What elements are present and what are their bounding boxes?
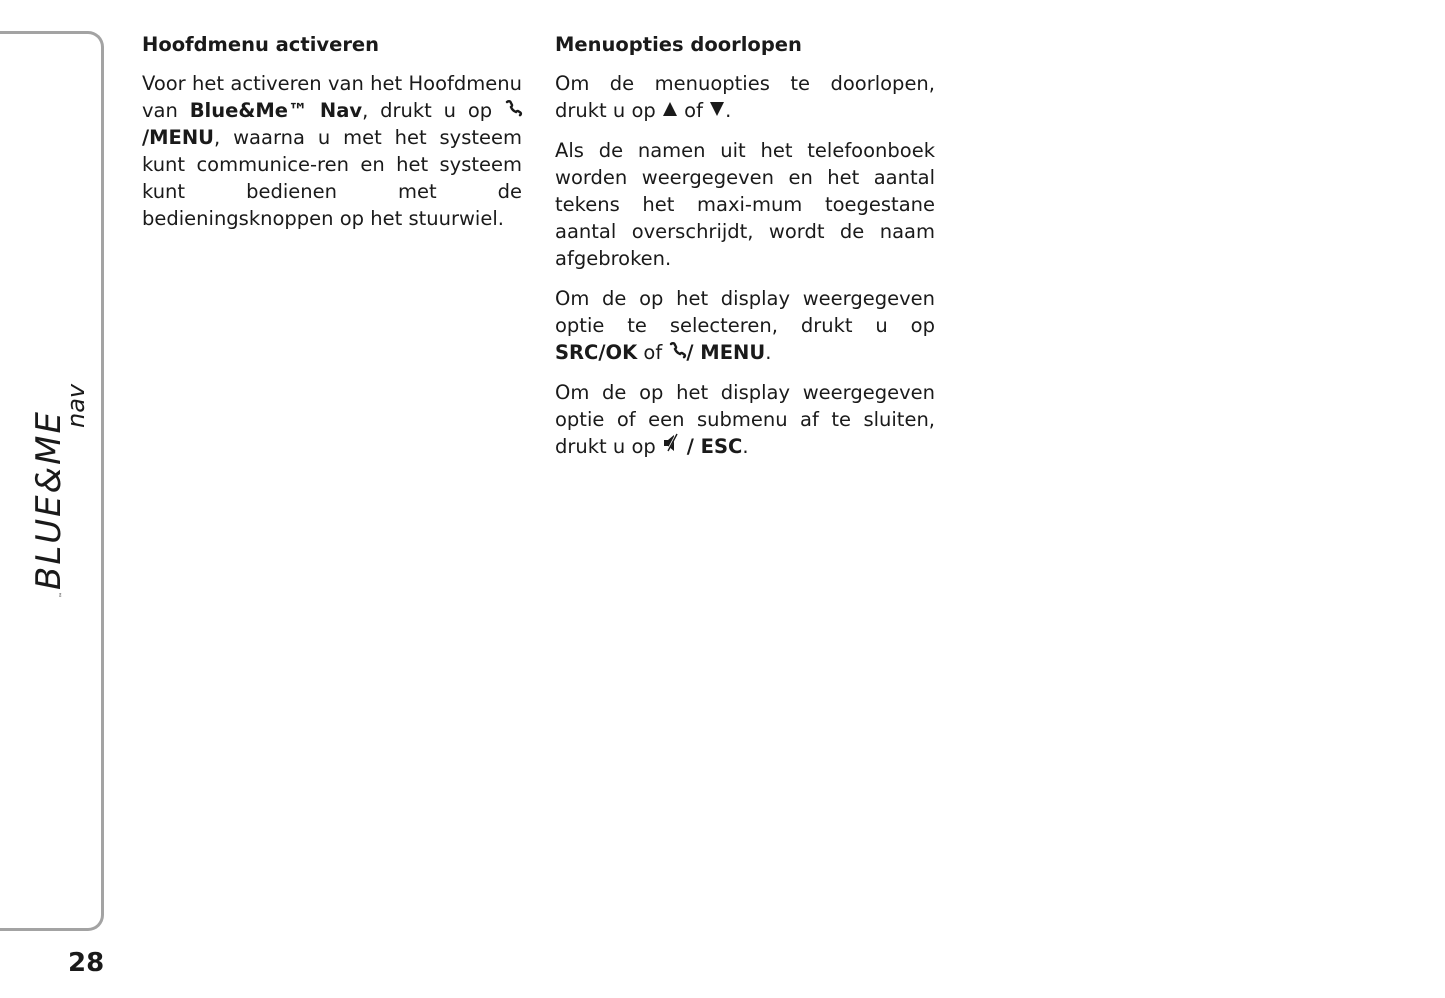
paragraph-activate-menu	[142, 70, 522, 232]
src-ok-key: SRC/OK	[555, 341, 638, 364]
text: Om de menuopties te doorlopen, drukt u op	[555, 72, 935, 122]
text: .	[725, 99, 732, 122]
section-heading-main-menu: Hoofdmenu activeren	[142, 33, 380, 56]
paragraph-browse	[555, 70, 935, 124]
phone-icon	[668, 341, 686, 359]
text: Om de op het display weergegeven optie of een submenu af te sluiten, drukt u op	[555, 381, 935, 458]
paragraph-select	[555, 285, 935, 366]
text: Om de op het display weergegeven optie te selecteren, drukt u op	[555, 287, 935, 337]
text: Als de namen uit het telefoonboek worden weergegeven en het aantal tekens het maxi-mum toegestane aantal overschrijdt, wordt de naam afgebroken.	[555, 139, 935, 270]
phone-icon	[504, 99, 522, 117]
blue-me-nav-logo	[29, 340, 90, 600]
esc-key: / ESC	[679, 435, 743, 458]
text: , waarna u met het systeem kunt communice-ren en het systeem kunt bedienen met de bedieningsknoppen op het stuurwiel.	[142, 126, 522, 230]
logo-subtext: nav	[62, 383, 90, 428]
section-heading-browse-menu: Menuopties doorlopen	[555, 33, 802, 56]
paragraph-phonebook	[555, 137, 935, 272]
logo-text: BLUE&ME	[29, 410, 69, 590]
text: .	[742, 435, 749, 458]
menu-key: /MENU	[142, 126, 215, 149]
text: of	[637, 341, 669, 364]
product-name: Blue&Me™ Nav	[189, 99, 363, 122]
arrow-down-icon	[709, 101, 725, 117]
page-number: 28	[68, 948, 105, 978]
text: , drukt u op	[362, 99, 504, 122]
logo-tm: ™	[59, 592, 66, 598]
right-column	[555, 30, 935, 473]
arrow-up-icon	[662, 101, 678, 117]
left-column	[142, 30, 522, 245]
text: of	[677, 99, 710, 122]
text: Voor het activeren van het Hoofdmenu van	[142, 72, 522, 122]
menu-key: / MENU	[686, 341, 766, 364]
paragraph-escape	[555, 379, 935, 460]
mute-icon	[662, 433, 680, 453]
text: .	[765, 341, 772, 364]
